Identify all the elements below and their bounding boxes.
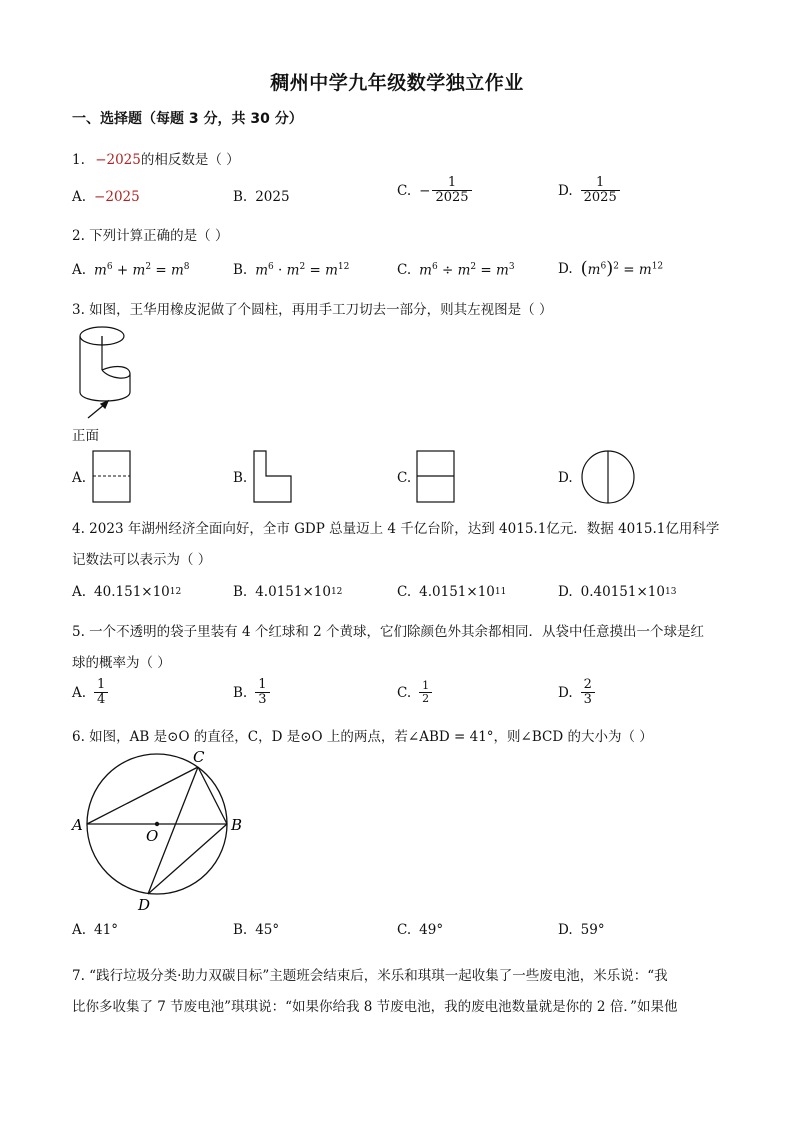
page-title: 稠州中学九年级数学独立作业 <box>270 72 524 94</box>
option-label: D. <box>558 584 573 600</box>
denominator: 2025 <box>432 190 471 205</box>
q5-option-a[interactable] <box>72 678 108 707</box>
q3-option-b[interactable] <box>233 470 255 486</box>
option-label: A. <box>72 189 87 205</box>
denominator: 4 <box>94 692 108 707</box>
option-label: C. <box>397 584 412 600</box>
denominator: 3 <box>255 692 269 707</box>
front-label: 正面 <box>72 428 99 444</box>
option-label: B. <box>233 189 248 205</box>
q1-option-b[interactable] <box>233 189 290 205</box>
question-7-line-2: 比你多收集了 7 节废电池”琪琪说：“如果你给我 8 节废电池，我的废电池数量就是你的 2 倍．”如果他 <box>72 999 678 1015</box>
option-value: 49° <box>419 922 444 938</box>
section-heading: 一、选择题（每题 3 分，共 30 分） <box>72 111 303 127</box>
exponent: 11 <box>494 587 507 597</box>
q5-option-c[interactable] <box>397 680 432 705</box>
option-label: C. <box>397 922 412 938</box>
denominator: 3 <box>581 692 595 707</box>
formula: $m^6 \cdot m^2 = m^{12}$ <box>255 262 350 279</box>
option-value: 2025 <box>255 189 290 205</box>
option-label: A. <box>72 262 87 279</box>
denominator: 2 <box>419 692 432 705</box>
question-2: 2. 下列计算正确的是（ ） <box>72 228 229 244</box>
q2-option-b[interactable] <box>233 262 349 279</box>
q5-option-d[interactable] <box>558 678 595 707</box>
minus-sign: − <box>419 182 431 199</box>
q6-option-a[interactable] <box>72 922 118 938</box>
q6-option-c[interactable] <box>397 922 443 938</box>
option-label: A. <box>72 684 87 701</box>
question-6: 6. 如图，AB 是⊙O 的直径，C，D 是⊙O 上的两点，若∠ABD = 41°，则∠BCD 的大小为（ ） <box>72 729 653 745</box>
option-label: B. <box>233 262 248 279</box>
point-o-label: O <box>146 827 159 845</box>
option-label: D. <box>558 470 573 486</box>
q1-option-a[interactable] <box>72 189 140 205</box>
q6-option-d[interactable] <box>558 922 605 938</box>
view-l-shape <box>253 450 293 504</box>
option-label: C. <box>397 182 412 199</box>
q1-option-d[interactable] <box>558 176 620 205</box>
option-value: 0.40151×10 <box>580 584 665 600</box>
q2-option-d[interactable] <box>558 258 663 279</box>
question-text: 的相反数是（ ） <box>140 152 240 168</box>
point-a-label: A <box>72 816 83 834</box>
numerator: 1 <box>258 677 267 692</box>
numerator: 1 <box>596 175 605 190</box>
question-5-line-2: 球的概率为（ ） <box>72 655 171 671</box>
circle-geometry-figure <box>68 748 258 914</box>
view-circle <box>580 449 636 505</box>
formula: $m^6 + m^2 = m^8$ <box>94 262 190 279</box>
question-3: 3. 如图，王华用橡皮泥做了个圆柱，再用手工刀切去一部分，则其左视图是（ ） <box>72 302 553 318</box>
option-label: D. <box>558 182 573 199</box>
option-value: 40.151×10 <box>94 584 170 600</box>
expression: −2025 <box>95 152 141 168</box>
q4-option-c[interactable] <box>397 584 506 600</box>
option-label: D. <box>558 260 573 277</box>
fraction <box>581 678 595 707</box>
option-label: C. <box>397 684 412 701</box>
formula: $(m^6)^2 = m^{12}$ <box>580 258 664 279</box>
option-label: C. <box>397 470 412 486</box>
option-label: A. <box>72 584 87 600</box>
question-7-line-1: 7. “践行垃圾分类·助力双碳目标”主题班会结束后，米乐和琪琪一起收集了一些废电池，米乐说：“我 <box>72 968 668 984</box>
option-value: −2025 <box>94 189 140 205</box>
q4-option-d[interactable] <box>558 584 676 600</box>
fraction <box>432 176 471 205</box>
q5-option-b[interactable] <box>233 678 270 707</box>
q2-option-a[interactable] <box>72 262 190 279</box>
fraction <box>255 678 269 707</box>
fraction <box>581 176 620 205</box>
formula: $m^6 \div m^2 = m^3$ <box>419 262 515 279</box>
fraction <box>94 678 108 707</box>
question-1 <box>72 148 240 168</box>
numerator: 1 <box>422 679 430 692</box>
question-5-line-1: 5. 一个不透明的袋子里装有 4 个红球和 2 个黄球，它们除颜色外其余都相同．从袋中任意摸出一个球是红 <box>72 624 705 640</box>
q2-option-c[interactable] <box>397 262 515 279</box>
view-rectangle-solid <box>416 450 456 504</box>
option-value: 4.0151×10 <box>255 584 331 600</box>
numerator: 2 <box>583 677 592 692</box>
q6-option-b[interactable] <box>233 922 279 938</box>
view-rectangle-dashed <box>92 450 132 504</box>
option-label: B. <box>233 470 248 486</box>
q3-option-d[interactable] <box>558 470 581 486</box>
point-c-label: C <box>193 748 205 766</box>
question-number: 1. <box>72 152 85 168</box>
cut-cylinder-figure <box>72 322 142 422</box>
exponent: 12 <box>169 587 182 597</box>
option-label: B. <box>233 684 248 701</box>
option-label: C. <box>397 262 412 279</box>
exponent: 13 <box>664 587 677 597</box>
q4-option-a[interactable] <box>72 584 181 600</box>
option-label: D. <box>558 922 573 938</box>
question-4-line-2: 记数法可以表示为（ ） <box>72 552 212 568</box>
numerator: 1 <box>447 175 457 190</box>
q1-option-c[interactable] <box>397 176 472 205</box>
option-label: A. <box>72 470 87 486</box>
option-value: 41° <box>94 922 118 938</box>
denominator: 2025 <box>581 190 620 205</box>
option-label: B. <box>233 922 248 938</box>
q3-option-a[interactable] <box>72 470 94 486</box>
point-b-label: B <box>231 816 243 834</box>
point-d-label: D <box>138 896 151 914</box>
exponent: 12 <box>330 587 343 597</box>
option-label: A. <box>72 922 87 938</box>
option-value: 45° <box>255 922 280 938</box>
q4-option-b[interactable] <box>233 584 342 600</box>
option-label: B. <box>233 584 248 600</box>
option-value: 59° <box>580 922 605 938</box>
fraction <box>419 680 432 705</box>
question-4-line-1: 4. 2023 年湖州经济全面向好，全市 GDP 总量迈上 4 千亿台阶，达到 4015.1亿元．数据 4015.1亿用科学 <box>72 521 720 537</box>
option-label: D. <box>558 684 573 701</box>
numerator: 1 <box>97 677 106 692</box>
option-value: 4.0151×10 <box>419 584 495 600</box>
